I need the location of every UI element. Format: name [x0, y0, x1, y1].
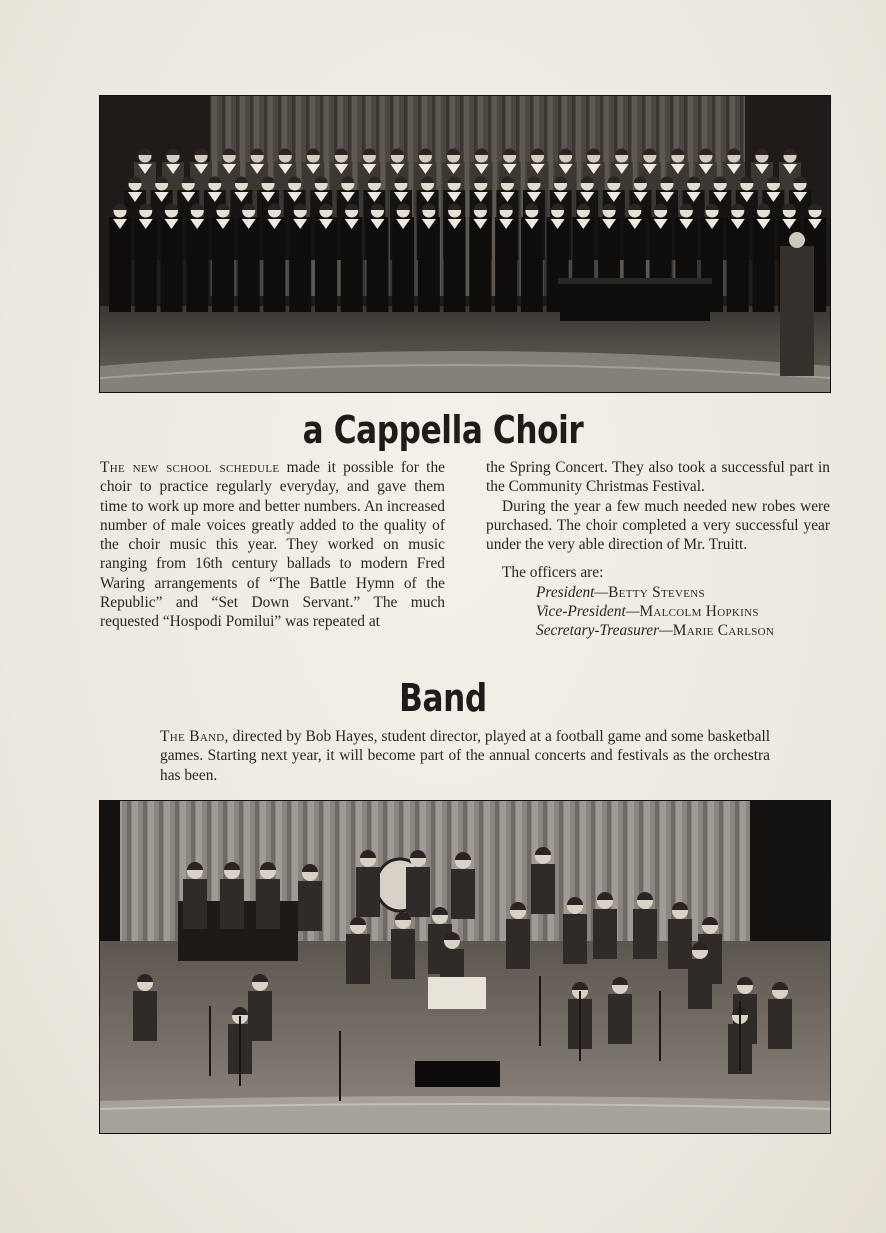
choir-column-right [486, 458, 830, 641]
choir-photograph [100, 96, 830, 392]
officer-president: President—Betty Stevens [536, 583, 705, 601]
band-photograph [100, 801, 830, 1133]
choir-paragraph-1: the Spring Concert. They also took a successful part in the Community Christmas Festival. [486, 459, 830, 496]
choir-column-left [100, 458, 445, 632]
band-paragraph: The Band, directed by Bob Hayes, student director, played at a football game and some basketball games. Starting next year, it will become part of the annual concerts and festivals as the orchestra has been. [160, 728, 770, 784]
officers-intro: The officers are: [502, 564, 604, 582]
band-heading: Band [399, 676, 487, 720]
officer-vice-president: Vice-President—Malcolm Hopkins [536, 603, 759, 621]
choir-paragraph-left: made it possible for the choir to practice regularly everyday, and gave them time to work up more and better numbers. An increased number of male voices greatly added to the quality of the choir music this year. They worked on music ranging from 16th century ballads to modern Fred Waring arrangements of “The Battle Hymn of the Republic” and “Set Down Servant.” The much requested “Hospodi Pomilui” was repeated at [100, 459, 445, 631]
officer-secretary-treasurer: Secretary-Treasurer—Marie Carlson [536, 622, 775, 640]
choir-heading: a Cappella Choir [302, 408, 584, 452]
choir-lead-in: The new school schedule [100, 459, 280, 476]
band-lead-in: The Band, [160, 728, 229, 745]
choir-paragraph-2: During the year a few much needed new robes were purchased. The choir completed a very successful year under the very able direction of Mr. Truitt. [486, 497, 830, 554]
